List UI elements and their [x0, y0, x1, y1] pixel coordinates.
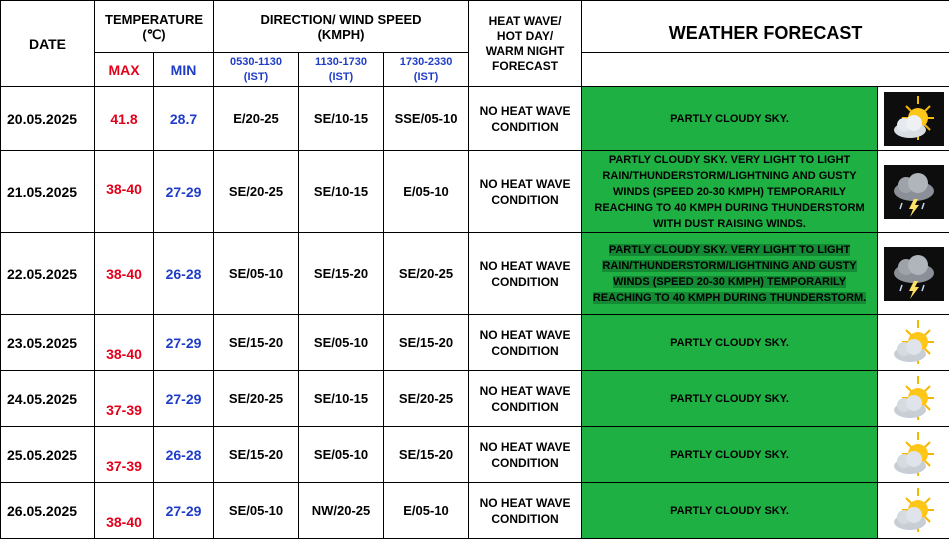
row-min: 27-29 [154, 483, 214, 539]
thunderstorm-icon [884, 165, 944, 219]
heat-line2: CONDITION [469, 511, 581, 527]
header-time-3 [384, 53, 469, 87]
heat-line1: NO HEAT WAVE [469, 258, 581, 274]
heat-line2: CONDITION [469, 119, 581, 135]
time-zone-3: (IST) [384, 70, 468, 85]
row-forecast: PARTLY CLOUDY SKY. [582, 427, 878, 483]
time-range-2: 1130-1730 [299, 55, 383, 70]
row-icon [878, 483, 949, 539]
row-heat [469, 233, 582, 315]
row-heat [469, 371, 582, 427]
table-row [1, 371, 949, 427]
row-date: 20.05.2025 [1, 87, 95, 151]
row-wind-2: SE/10-15 [299, 151, 384, 233]
header-heat-line4: FORECAST [469, 59, 581, 74]
row-date: 22.05.2025 [1, 233, 95, 315]
row-wind-1: SE/05-10 [214, 483, 299, 539]
row-max: 37-39 [95, 371, 154, 427]
table-row [1, 151, 949, 233]
row-wind-3: SE/15-20 [384, 315, 469, 371]
row-wind-3: SE/15-20 [384, 427, 469, 483]
row-wind-2: SE/10-15 [299, 87, 384, 151]
row-forecast: PARTLY CLOUDY SKY. VERY LIGHT TO LIGHT RAIN/THUNDERSTORM/LIGHTNING AND GUSTY WINDS (SPEED 20-30 KMPH) TEMPORARILY REACHING TO 40 KMPH DURING THUNDERSTORM WITH DUST RAISING WINDS. [582, 151, 878, 233]
thunderstorm-icon [884, 247, 944, 301]
row-icon [878, 87, 949, 151]
heat-line2: CONDITION [469, 274, 581, 290]
time-zone-1: (IST) [214, 70, 298, 85]
row-heat [469, 87, 582, 151]
row-min: 26-28 [154, 427, 214, 483]
time-zone-2: (IST) [299, 70, 383, 85]
row-date: 24.05.2025 [1, 371, 95, 427]
row-date: 26.05.2025 [1, 483, 95, 539]
row-max: 38-40 [95, 315, 154, 371]
row-wind-1: SE/15-20 [214, 315, 299, 371]
row-icon [878, 151, 949, 233]
heat-line2: CONDITION [469, 192, 581, 208]
header-time-2 [299, 53, 384, 87]
header-direction-label: DIRECTION/ WIND SPEED [214, 12, 468, 27]
row-wind-1: SE/15-20 [214, 427, 299, 483]
row-wind-2: SE/05-10 [299, 315, 384, 371]
row-icon [878, 233, 949, 315]
row-wind-1: SE/20-25 [214, 371, 299, 427]
time-range-1: 0530-1130 [214, 55, 298, 70]
row-wind-2: SE/10-15 [299, 371, 384, 427]
row-wind-3: SE/20-25 [384, 371, 469, 427]
heat-line1: NO HEAT WAVE [469, 176, 581, 192]
header-max: MAX [95, 53, 154, 87]
header-forecast-spacer [582, 53, 949, 87]
row-forecast: PARTLY CLOUDY SKY. [582, 315, 878, 371]
row-wind-2: SE/05-10 [299, 427, 384, 483]
row-wind-3: SE/20-25 [384, 233, 469, 315]
heat-line1: NO HEAT WAVE [469, 327, 581, 343]
row-max: 41.8 [95, 87, 154, 151]
partly-cloudy-sun-icon [884, 372, 944, 426]
row-max: 38-40 [95, 151, 154, 233]
row-forecast: PARTLY CLOUDY SKY. [582, 483, 878, 539]
heat-line1: NO HEAT WAVE [469, 383, 581, 399]
table-row [1, 483, 949, 539]
row-forecast [582, 233, 878, 315]
row-icon [878, 315, 949, 371]
row-wind-3: SSE/05-10 [384, 87, 469, 151]
row-date: 23.05.2025 [1, 315, 95, 371]
header-temperature [95, 1, 214, 53]
heat-line2: CONDITION [469, 399, 581, 415]
heat-line1: NO HEAT WAVE [469, 439, 581, 455]
partly-cloudy-sun-icon [884, 92, 944, 146]
header-weather-forecast: WEATHER FORECAST [582, 1, 949, 53]
partly-cloudy-sun-icon [884, 316, 944, 370]
row-forecast-text: PARTLY CLOUDY SKY. VERY LIGHT TO LIGHT RAIN/THUNDERSTORM/LIGHTNING AND GUSTY WINDS (SPEED 20-30 KMPH) TEMPORARILY REACHING TO 40 KMPH DURING THUNDERSTORM. [593, 244, 866, 304]
header-min: MIN [154, 53, 214, 87]
row-wind-2: SE/15-20 [299, 233, 384, 315]
partly-cloudy-sun-icon [884, 484, 944, 538]
row-icon [878, 427, 949, 483]
row-icon [878, 371, 949, 427]
partly-cloudy-sun-icon [884, 428, 944, 482]
row-wind-2: NW/20-25 [299, 483, 384, 539]
row-forecast: PARTLY CLOUDY SKY. [582, 87, 878, 151]
row-heat [469, 427, 582, 483]
heat-line1: NO HEAT WAVE [469, 103, 581, 119]
row-wind-1: SE/20-25 [214, 151, 299, 233]
header-date: DATE [1, 1, 95, 87]
row-max: 38-40 [95, 483, 154, 539]
row-date: 21.05.2025 [1, 151, 95, 233]
row-max: 38-40 [95, 233, 154, 315]
header-temperature-label: TEMPERATURE [95, 12, 213, 27]
row-heat [469, 483, 582, 539]
table-row [1, 315, 949, 371]
header-heat-wave [469, 1, 582, 87]
row-heat [469, 151, 582, 233]
heat-line1: NO HEAT WAVE [469, 495, 581, 511]
time-range-3: 1730-2330 [384, 55, 468, 70]
heat-line2: CONDITION [469, 343, 581, 359]
row-date: 25.05.2025 [1, 427, 95, 483]
row-min: 26-28 [154, 233, 214, 315]
row-min: 27-29 [154, 371, 214, 427]
row-min: 27-29 [154, 151, 214, 233]
header-temperature-unit: (℃) [95, 27, 213, 42]
header-direction [214, 1, 469, 53]
header-heat-line3: WARM NIGHT [469, 44, 581, 59]
row-heat [469, 315, 582, 371]
row-min: 28.7 [154, 87, 214, 151]
row-min: 27-29 [154, 315, 214, 371]
heat-line2: CONDITION [469, 455, 581, 471]
header-time-1 [214, 53, 299, 87]
row-wind-1: E/20-25 [214, 87, 299, 151]
table-row [1, 427, 949, 483]
row-forecast: PARTLY CLOUDY SKY. [582, 371, 878, 427]
table-row [1, 87, 949, 151]
header-heat-line2: HOT DAY/ [469, 29, 581, 44]
row-wind-3: E/05-10 [384, 483, 469, 539]
header-heat-line1: HEAT WAVE/ [469, 14, 581, 29]
row-max: 37-39 [95, 427, 154, 483]
table-row [1, 233, 949, 315]
row-wind-3: E/05-10 [384, 151, 469, 233]
header-direction-unit: (KMPH) [214, 27, 468, 42]
row-wind-1: SE/05-10 [214, 233, 299, 315]
